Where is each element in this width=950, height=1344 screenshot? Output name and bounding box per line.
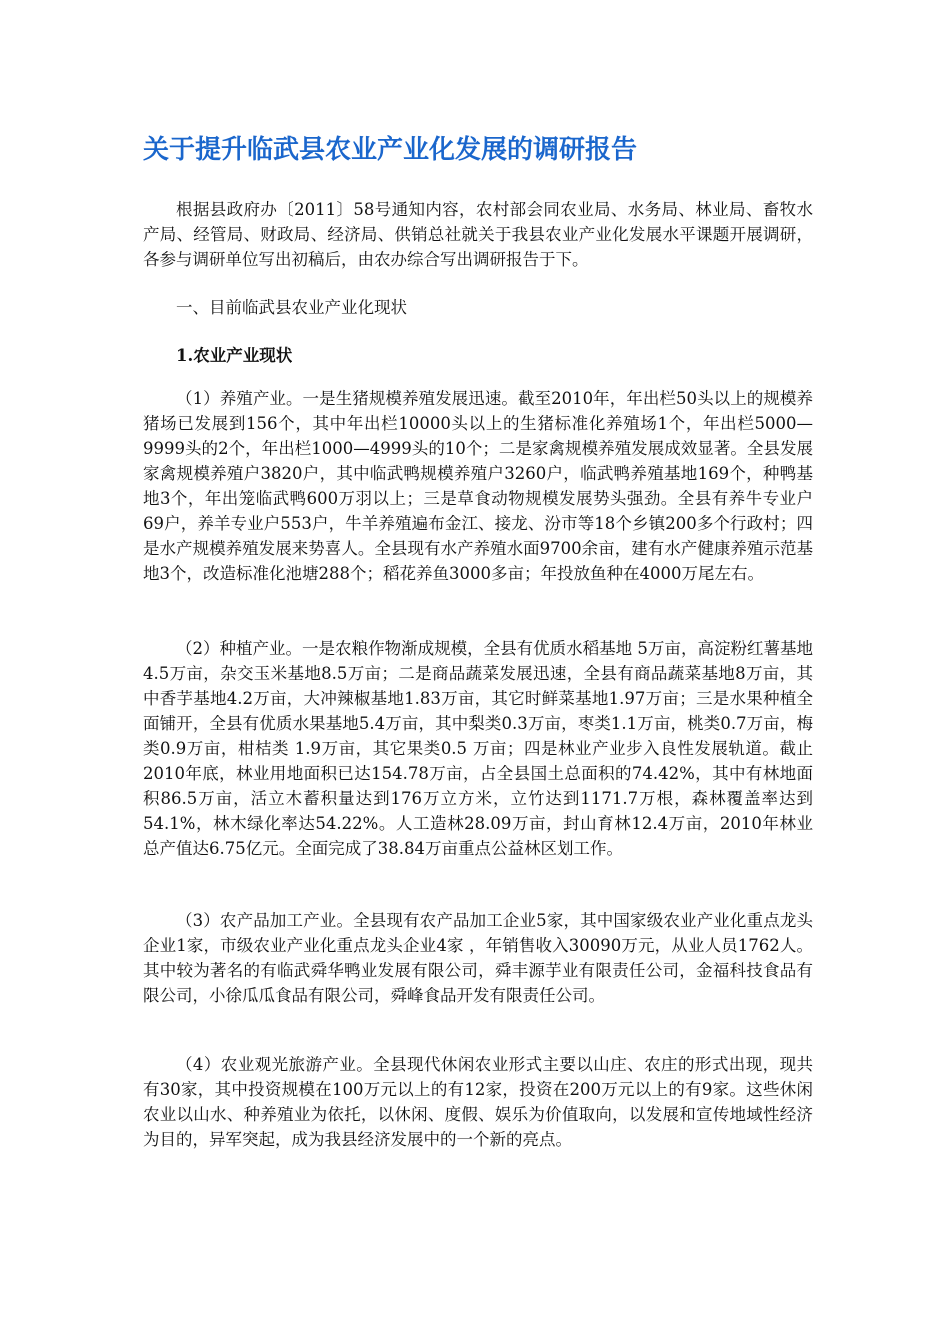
paragraph-planting: （2）种植产业。一是农粮作物渐成规模，全县有优质水稻基地 5万亩，高淀粉红薯基地4.5万亩，杂交玉米基地8.5万亩；二是商品蔬菜发展迅速，全县有商品蔬菜基地8万亩，其中香芋基地4.2万亩，大冲辣椒基地1.83万亩，其它时鲜菜基地1.97万亩；三是水果种植全面铺开，全县有优质水果基地5.4万亩，其中梨类0.3万亩，枣类1.1万亩，桃类0.7万亩，梅类0.9万亩，柑桔类 1.9万亩，其它果类0.5 万亩；四是林业产业步入良性发展轨道。截止2010年底，林业用地面积已达154.78万亩，占全县国土总面积的74.42%，其中有林地面积86.5万亩，活立木蓄积量达到176万立方米，立竹达到1171.7万根，森林覆盖率达到54.1%，林木绿化率达54.22%。人工造林28.09万亩，封山育林12.4万亩，2010年林业总产值达6.75亿元。全面完成了38.84万亩重点公益林区划工作。	[143, 639, 813, 858]
paragraph-breeding: （1）养殖产业。一是生猪规模养殖发展迅速。截至2010年，年出栏50头以上的规模养猪场已发展到156个，其中年出栏10000头以上的生猪标准化养殖场1个，年出栏5000—9999头的2个，年出栏1000—4999头的10个；二是家禽规模养殖发展成效显著。全县发展家禽规模养殖户3820户，其中临武鸭规模养殖户3260户，临武鸭养殖基地169个，种鸭基地3个，年出笼临武鸭600万羽以上；三是草食动物规模发展势头强劲。全县有养牛专业户69户，养羊专业户553户，牛羊养殖遍布金江、接龙、汾市等18个乡镇200多个行政村；四是水产规模养殖发展来势喜人。全县现有水产养殖水面9700余亩，建有水产健康养殖示范基地3个，改造标准化池塘288个；稻花养鱼3000多亩；年投放鱼种在4000万尾左右。	[143, 389, 813, 583]
intro-paragraph: 根据县政府办〔2011〕58号通知内容，农村部会同农业局、水务局、林业局、畜牧水产局、经管局、财政局、经济局、供销总社就关于我县农业产业化发展水平课题开展调研，各参与调研单位写出初稿后，由农办综合写出调研报告于下。	[143, 200, 813, 269]
subsection-heading: 1.农业产业现状	[176, 346, 293, 365]
document-title: 关于提升临武县农业产业化发展的调研报告	[143, 135, 638, 165]
paragraph-tourism: （4）农业观光旅游产业。全县现代休闲农业形式主要以山庄、农庄的形式出现，现共有30家，其中投资规模在100万元以上的有12家，投资在200万元以上的有9家。这些休闲农业以山水、种养殖业为依托，以休闲、度假、娱乐为价值取向，以发展和宣传地域性经济为目的，异军突起，成为我县经济发展中的一个新的亮点。	[143, 1055, 813, 1149]
section-heading: 一、目前临武县农业产业化现状	[176, 298, 407, 317]
paragraph-processing: （3）农产品加工产业。全县现有农产品加工企业5家，其中国家级农业产业化重点龙头企业1家，市级农业产业化重点龙头企业4家 ，年销售收入30090万元，从业人员1762人。其中较为著名的有临武舜华鸭业发展有限公司，舜丰源芋业有限责任公司，金福科技食品有限公司，小徐瓜瓜食品有限公司，舜峰食品开发有限责任公司。	[143, 911, 813, 1005]
